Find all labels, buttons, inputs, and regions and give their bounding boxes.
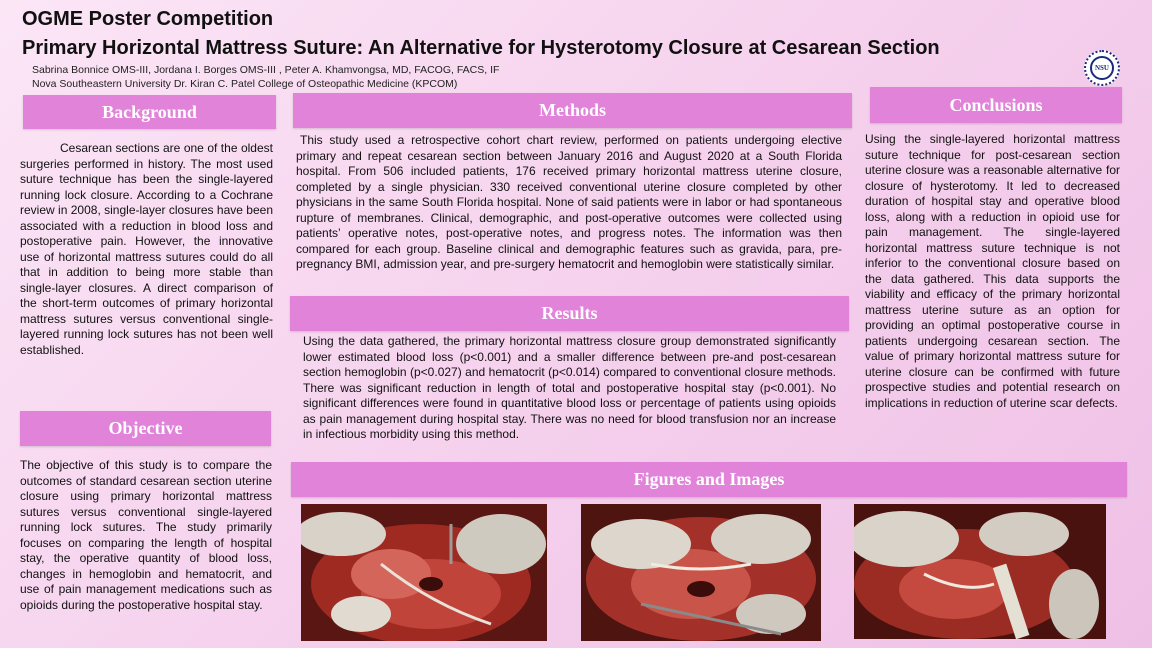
conclusions-heading: Conclusions bbox=[870, 87, 1122, 123]
conclusions-text: Using the single-layered horizontal mattress suture technique for post-cesarean section uterine closure was a reasonable alternative for closure of hysterotomy. It led to decreased duration of hospital stay and operative blood loss, along with a reduction in opioid use for pain management. The single-layered horizontal mattress suture technique is not inferior to the conventional closure based on the data gathered. This data supports the viability and efficacy of the primary horizontal mattress uterine suture as an option for providing an optimal postoperative course in patients undergoing cesarean section. The value of primary horizontal mattress suture for uterine closure can be confirmed with future prospective studies and potential research on implications in reduction of uterine scar defects. bbox=[865, 132, 1120, 410]
surgical-photo-2 bbox=[581, 504, 821, 641]
affiliation: Nova Southeastern University Dr. Kiran C. Patel College of Osteopathic Medicine (KPCOM) bbox=[32, 78, 458, 90]
methods-heading: Methods bbox=[293, 93, 852, 128]
results-text: Using the data gathered, the primary horizontal mattress closure group demonstrated significantly lower estimated blood loss (p<0.001) and a smaller difference between pre-and post-cesarean section hemoglobin (p<0.027) and hematocrit (p<0.014) compared to conventional closure methods. There was significant reduction in length of total and postoperative hospital stay (p<0.001). No significant differences were found in quantitative blood loss or percentage of patients using opioids as pain management during hospital stay. There was no need for blood transfusion nor an increase in infectious morbidity using this method. bbox=[303, 334, 836, 441]
author-list: Sabrina Bonnice OMS-III, Jordana I. Borges OMS-III , Peter A. Khamvongsa, MD, FACOG, FACS, IF bbox=[32, 64, 500, 76]
results-heading: Results bbox=[290, 296, 849, 331]
background-heading: Background bbox=[23, 95, 276, 129]
poster-title: Primary Horizontal Mattress Suture: An Alternative for Hysterotomy Closure at Cesarean Section bbox=[22, 37, 940, 59]
objective-text: The objective of this study is to compare the outcomes of standard cesarean section uterine closure using primary horizontal mattress sutures versus conventional single-layered running lock sutures. The study primarily focuses on comparing the length of hospital stay, the operative quantity of blood loss, changes in hemoglobin and hematocrit, and use of pain management medications such as opioids during the postoperative hospital stay. bbox=[20, 458, 272, 612]
methods-text: This study used a retrospective cohort chart review, performed on patients undergoing elective primary and repeat cesarean section between January 2016 and August 2020 at a South Florida hospital. From 506 included patients, 176 received primary horizontal mattress uterine closure, completed by a single physician. 330 received conventional uterine closure completed by other physicians in the same South Florida hospital. None of said patients were in labor or had spontaneous rupture of membranes. Clinical, demographic, and post-operative outcomes were collected using patients’ operative notes, post-operative notes, and progress notes. The information was then compared for each group. Baseline clinical and demographic features such as gravida, para, pre-pregnancy BMI, admission year, and pre-surgery hematocrit and hemoglobin were statistically similar. bbox=[296, 133, 842, 271]
figures-heading: Figures and Images bbox=[291, 462, 1127, 497]
background-text: Cesarean sections are one of the oldest surgeries performed in history. The most used suture technique has been the single-layered running lock closure. According to a Cochrane review in 2008, single-layer closures have been associated with a reduction in blood loss and postoperative pain. However, the innovative use of horizontal mattress sutures could do all that in addition to being more stable than single-layer closures. A direct comparison of the short-term outcomes of primary horizontal mattress sutures versus conventional single-layered running lock sutures has not been well established. bbox=[20, 141, 273, 357]
logo-text: NSU bbox=[1090, 56, 1114, 80]
objective-heading: Objective bbox=[20, 411, 271, 446]
nsu-logo bbox=[1084, 50, 1120, 86]
surgical-photo-1 bbox=[301, 504, 547, 641]
surgical-photo-3 bbox=[854, 504, 1106, 639]
competition-title: OGME Poster Competition bbox=[22, 8, 274, 30]
